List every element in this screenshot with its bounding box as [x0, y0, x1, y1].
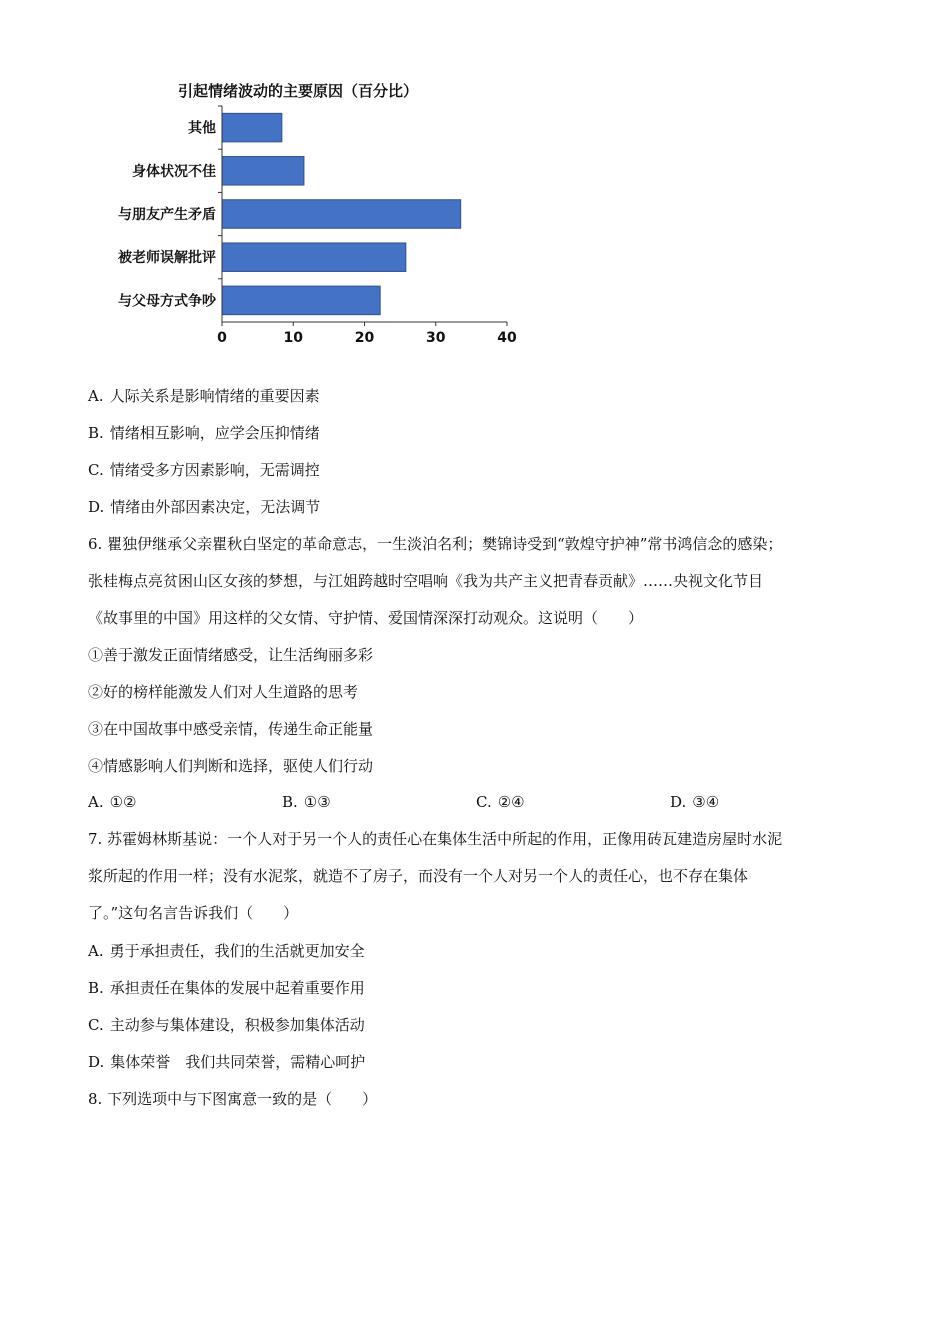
x-tick-label: 0 [217, 330, 227, 346]
q6-option-d [670, 789, 719, 815]
category-label: 身体状况不佳 [132, 163, 216, 180]
q6-statement-1: ①善于激发正面情绪感受，让生活绚丽多彩 [88, 646, 374, 664]
option-letter: A. [88, 387, 104, 405]
q8-stem: 8. 下列选项中与下图寓意一致的是（ ） [88, 1090, 378, 1108]
x-tick-label: 10 [283, 330, 303, 346]
option-text: 勇于承担责任，我们的生活就更加安全 [109, 942, 365, 960]
option-letter: C. [88, 1016, 104, 1034]
bar-1 [222, 157, 304, 186]
option-letter: B. [282, 793, 298, 811]
category-label: 其他 [188, 120, 216, 137]
q6-stem-line-2: 张桂梅点亮贫困山区女孩的梦想，与江姐跨越时空唱响《我为共产主义把青春贡献》……央视文化节目 [88, 572, 764, 590]
option-letter: C. [476, 793, 492, 811]
q6-option-c [476, 789, 525, 815]
q7-stem-line-3: 了。”这句名言告诉我们（ ） [88, 904, 299, 922]
option-text: ③④ [692, 793, 720, 811]
q7-option-a [88, 938, 365, 964]
option-text: 集体荣誉 我们共同荣誉，需精心呵护 [110, 1053, 366, 1071]
q5-option-b [88, 420, 320, 446]
x-tick-label: 20 [354, 330, 375, 346]
q6-statement-4: ④情感影响人们判断和选择，驱使人们行动 [88, 757, 374, 775]
bar-chart [80, 72, 530, 357]
option-text: 人际关系是影响情绪的重要因素 [109, 387, 320, 405]
option-text: 承担责任在集体的发展中起着重要作用 [109, 979, 365, 997]
option-letter: B. [88, 979, 104, 997]
q6-stem-line-3: 《故事里的中国》用这样的父女情、守护情、爱国情深深打动观众。这说明（ ） [88, 609, 644, 627]
option-letter: D. [670, 793, 687, 811]
bar-2 [222, 200, 461, 229]
category-label: 与朋友产生矛盾 [118, 207, 216, 223]
q5-option-c [88, 457, 320, 483]
option-text: ②④ [497, 793, 525, 811]
q5-option-d [88, 494, 320, 520]
q7-stem-line-2: 浆所起的作用一样；没有水泥浆，就造不了房子，而没有一个人对另一个人的责任心，也不存在集体 [88, 867, 749, 885]
option-text: ①② [109, 793, 137, 811]
option-letter: B. [88, 424, 104, 442]
option-letter: C. [88, 461, 104, 479]
chart-title: 引起情绪波动的主要原因（百分比） [177, 82, 419, 100]
bar-3 [222, 243, 406, 272]
q6-statement-2: ②好的榜样能激发人们对人生道路的思考 [88, 683, 359, 701]
option-text: 情绪相互影响，应学会压抑情绪 [109, 424, 320, 442]
option-letter: D. [88, 498, 105, 516]
option-letter: A. [88, 793, 104, 811]
option-letter: A. [88, 942, 104, 960]
q6-stem-line-1: 6. 瞿独伊继承父亲瞿秋白坚定的革命意志，一生淡泊名利；樊锦诗受到“敦煌守护神”常书鸿信念的感染； [88, 535, 783, 553]
q7-option-d [88, 1049, 365, 1075]
option-text: 情绪由外部因素决定，无法调节 [110, 498, 321, 516]
q6-option-b [282, 789, 331, 815]
q7-option-c [88, 1012, 365, 1038]
q5-option-a [88, 383, 320, 409]
option-text: 主动参与集体建设，积极参加集体活动 [109, 1016, 365, 1034]
category-label: 与父母方式争吵 [118, 293, 216, 310]
option-text: 情绪受多方因素影响，无需调控 [109, 461, 320, 479]
q6-statement-3: ③在中国故事中感受亲情，传递生命正能量 [88, 720, 374, 738]
option-letter: D. [88, 1053, 105, 1071]
bar-0 [222, 113, 282, 142]
option-text: ①③ [303, 793, 331, 811]
category-label: 被老师误解批评 [118, 250, 216, 267]
bar-4 [222, 286, 380, 315]
q7-stem-line-1: 7. 苏霍姆林斯基说：一个人对于另一个人的责任心在集体生活中所起的作用，正像用砖瓦建造房屋时水泥 [88, 830, 783, 848]
q6-option-a [88, 789, 137, 815]
x-tick-label: 40 [497, 330, 517, 346]
q7-option-b [88, 975, 365, 1001]
x-tick-label: 30 [426, 330, 446, 346]
